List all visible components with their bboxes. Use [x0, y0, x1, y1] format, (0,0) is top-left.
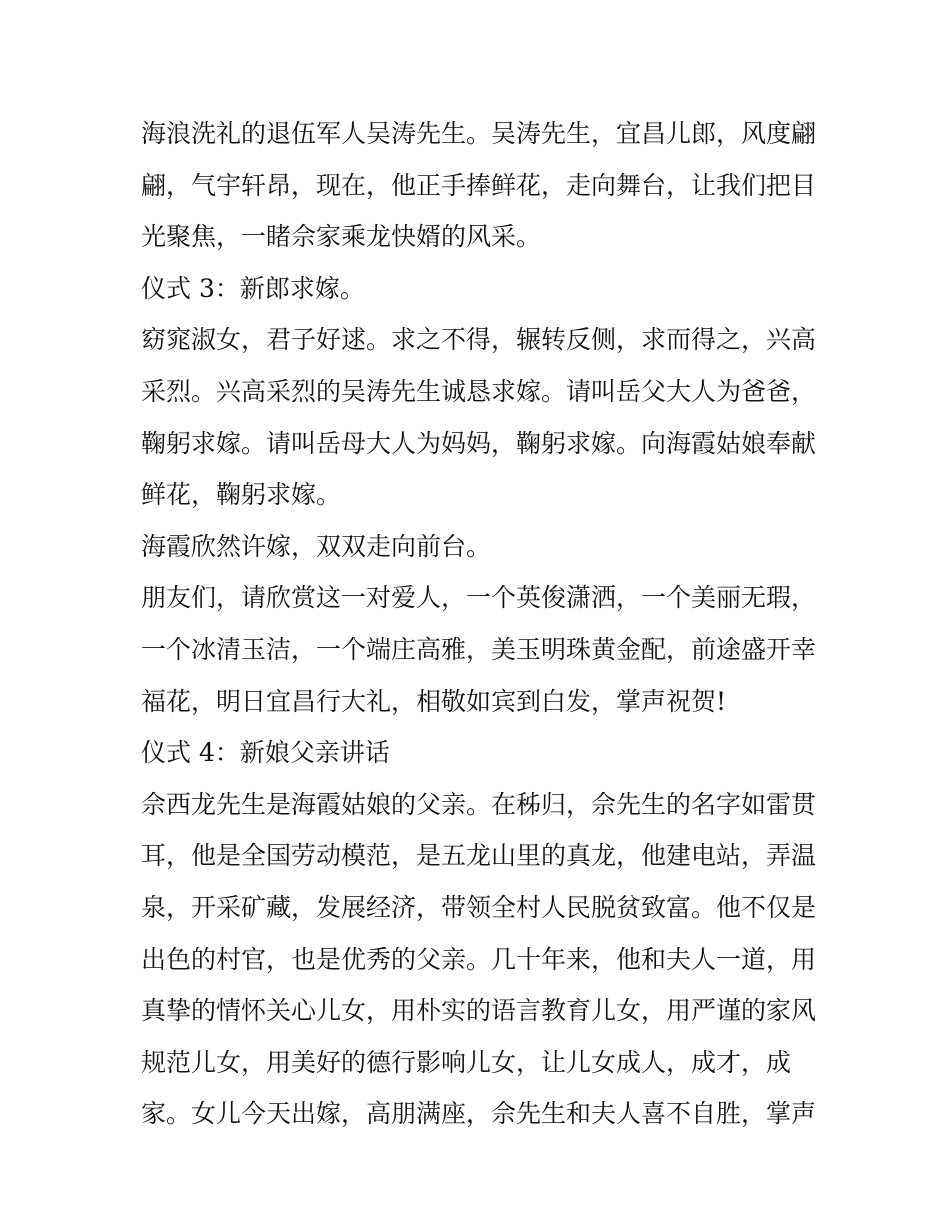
text-line: 翩，气宇轩昂，现在，他正手捧鲜花，走向舞台，让我们把目	[141, 170, 817, 200]
text-line: 福花，明日宜昌行大礼，相敬如宾到白发，掌声祝贺!	[141, 686, 727, 716]
text-line: 鲜花，鞠躬求嫁。	[141, 480, 342, 510]
text-line: 泉，开采矿藏，发展经济，带领全村人民脱贫致富。他不仅是	[141, 892, 817, 922]
text-line: 光聚焦，一睹佘家乘龙快婿的风采。	[141, 222, 542, 252]
text-line: 海霞欣然许嫁，双双走向前台。	[141, 531, 492, 561]
document-body	[141, 108, 821, 1140]
text-line: 耳，他是全国劳动模范，是五龙山里的真龙，他建电站，弄温	[141, 841, 817, 871]
text-line: 真挚的情怀关心儿女，用朴实的语言教育儿女，用严谨的家风	[141, 996, 817, 1026]
text-line: 朋友们，请欣赏这一对爱人，一个英俊潇洒，一个美丽无瑕，	[141, 583, 817, 613]
text-line: 海浪洗礼的退伍军人吴涛先生。吴涛先生，宜昌儿郎，风度翩	[141, 119, 817, 148]
text-line: 家。女儿今天出嫁，高朋满座，佘先生和夫人喜不自胜，掌声	[141, 1099, 817, 1129]
section-heading: 仪式 3：新郎求嫁。	[141, 273, 365, 303]
text-line: 规范儿女，用美好的德行影响儿女，让儿女成人，成才，成	[141, 1047, 792, 1077]
text-line: 一个冰清玉洁，一个端庄高雅，美玉明珠黄金配，前途盛开幸	[141, 634, 817, 664]
text-line: 窈窕淑女，君子好逑。求之不得，辗转反侧，求而得之，兴高	[141, 325, 817, 355]
text-line: 佘西龙先生是海霞姑娘的父亲。在秭归，佘先生的名字如雷贯	[141, 789, 817, 819]
text-line: 采烈。兴高采烈的吴涛先生诚恳求嫁。请叫岳父大人为爸爸，	[141, 376, 817, 406]
text-line: 出色的村官，也是优秀的父亲。几十年来，他和夫人一道，用	[141, 944, 817, 974]
section-heading: 仪式 4：新娘父亲讲话	[141, 738, 390, 768]
text-line: 鞠躬求嫁。请叫岳母大人为妈妈，鞠躬求嫁。向海霞姑娘奉献	[141, 428, 817, 458]
